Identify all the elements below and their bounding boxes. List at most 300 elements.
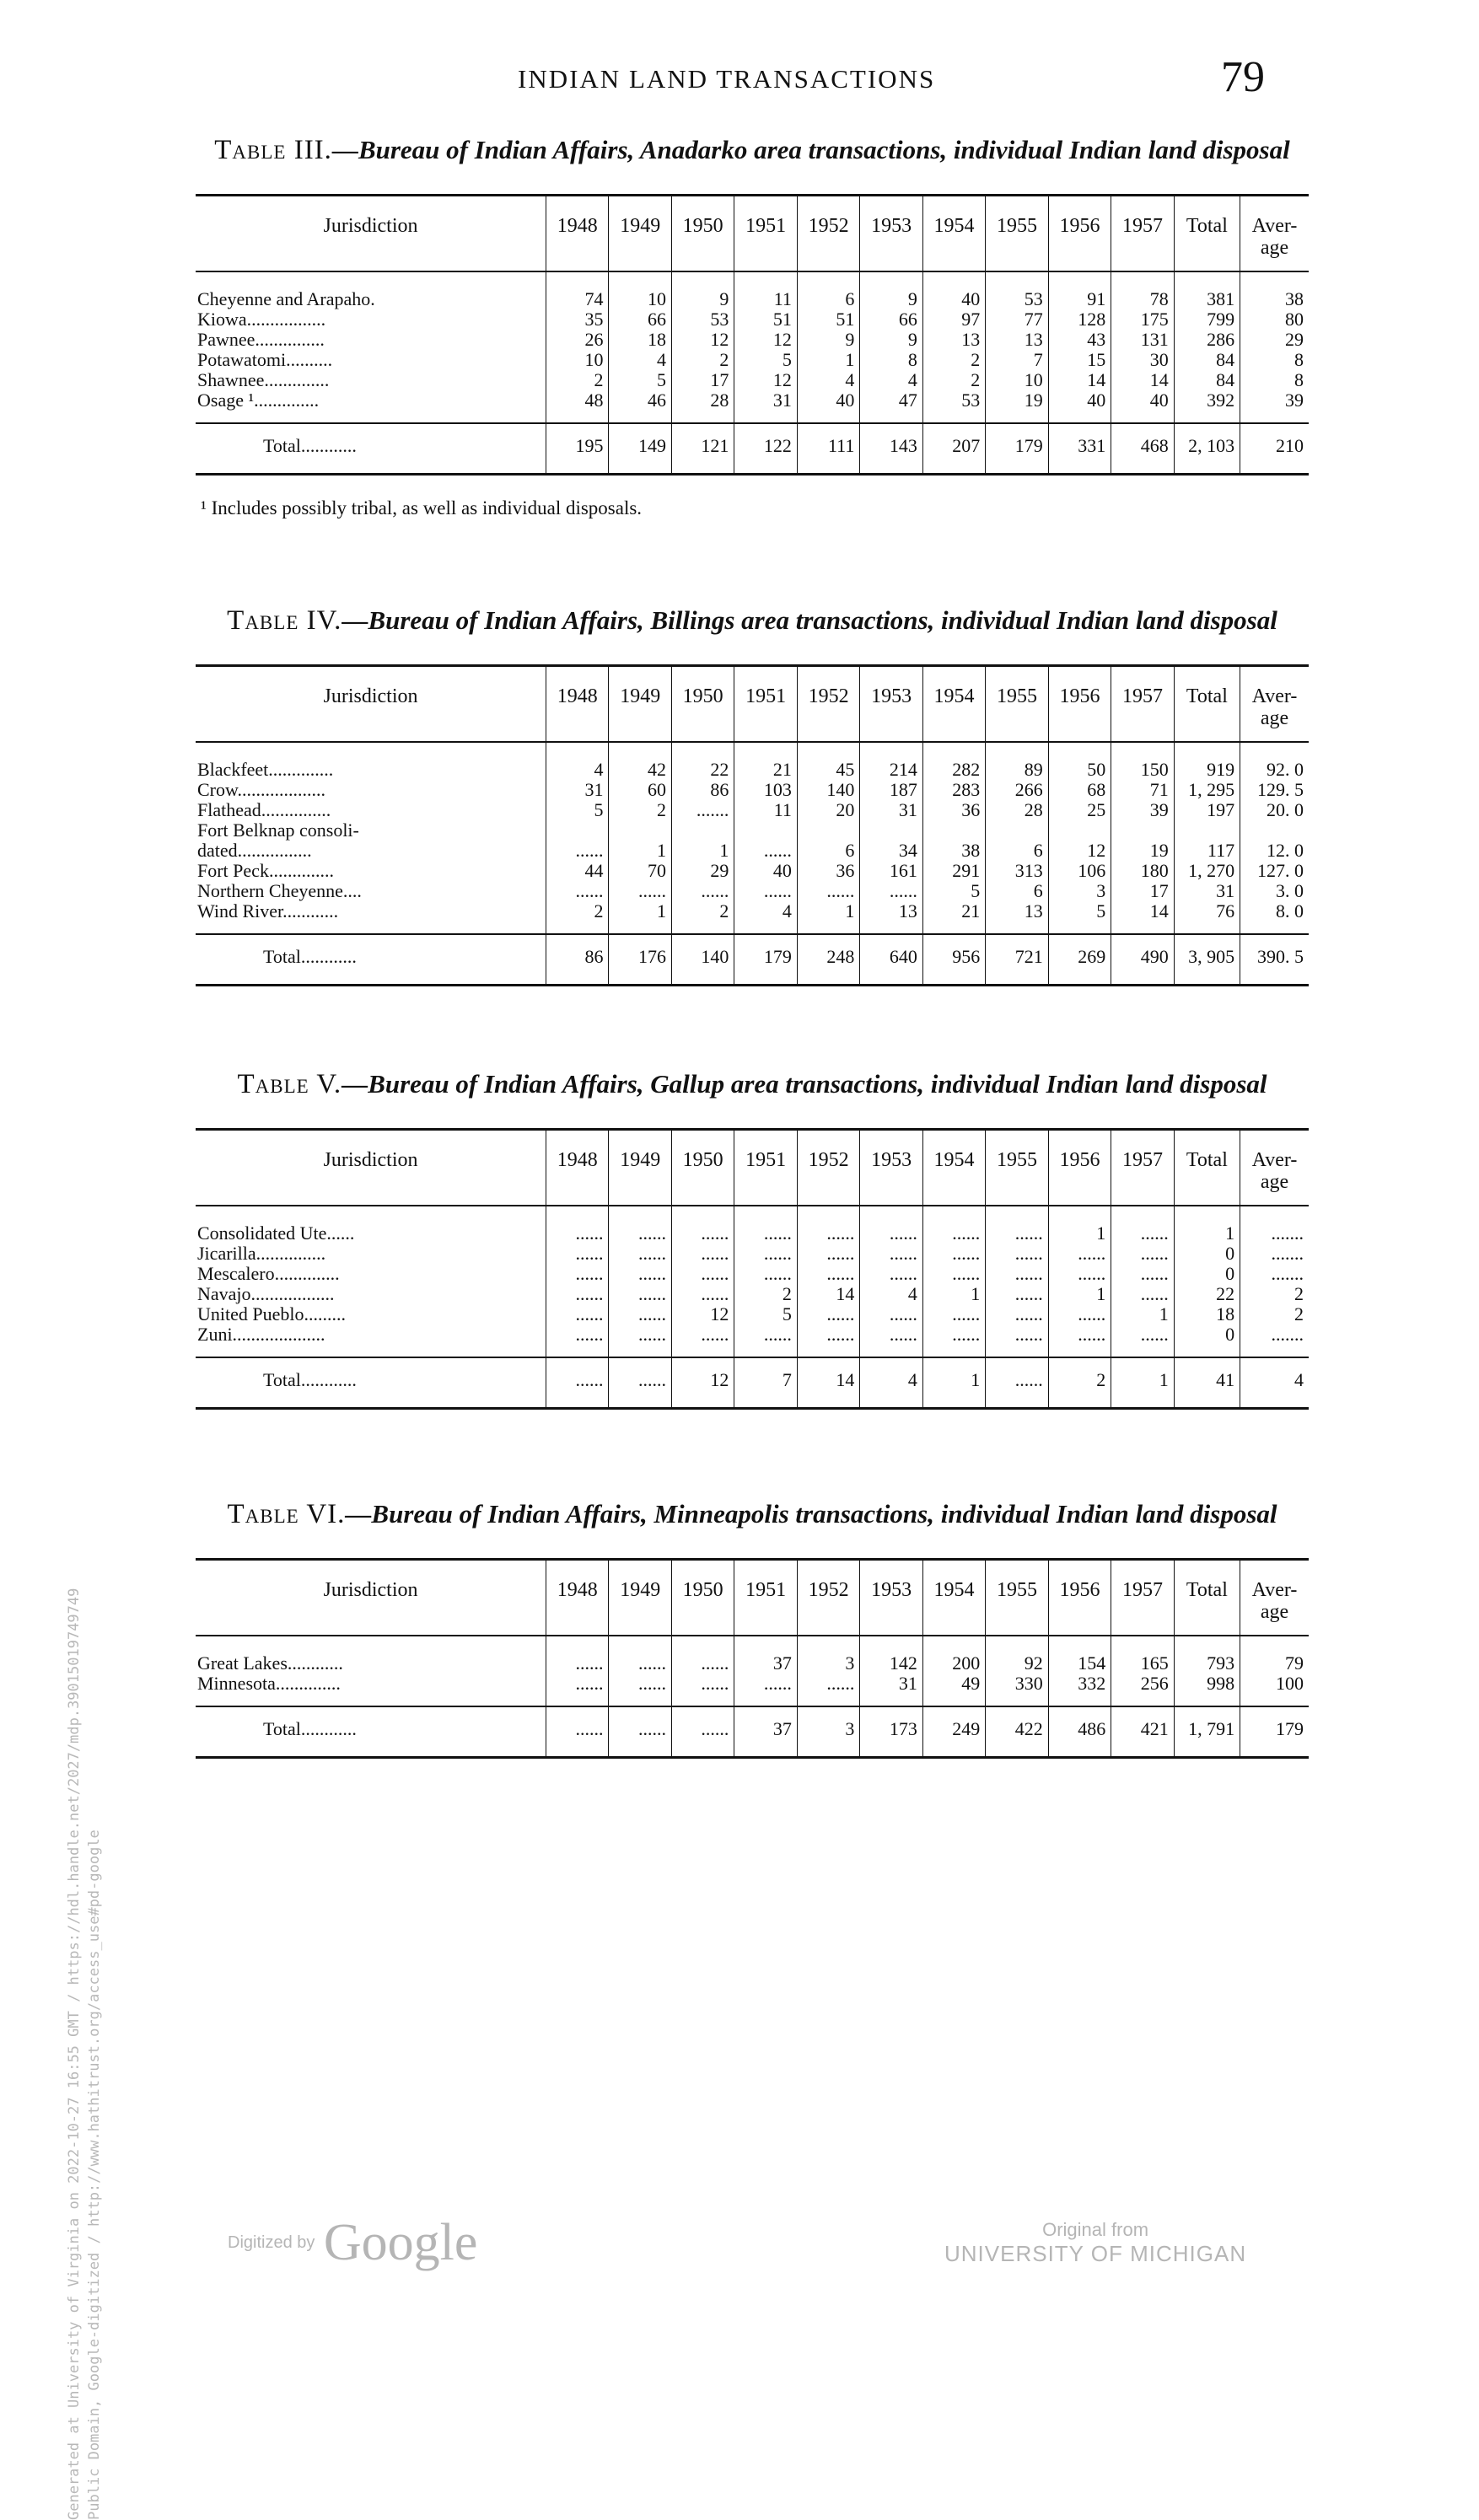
table-cell: 799 (1174, 309, 1240, 330)
table-cell: ...... (546, 1674, 609, 1706)
table-cell: 42 (609, 742, 671, 780)
row-label: Wind River............ (197, 900, 339, 921)
table-cell: 45 (797, 742, 859, 780)
total-cell: 207 (922, 423, 985, 475)
table-cell: 175 (1111, 309, 1174, 330)
table-cell: 165 (1111, 1636, 1174, 1674)
total-cell: 249 (922, 1706, 985, 1758)
total-row (196, 1357, 1309, 1409)
table-cell: ...... (671, 1674, 734, 1706)
total-cell: 3 (797, 1706, 859, 1758)
header-row (196, 666, 1309, 743)
total-row (196, 423, 1309, 475)
total-cell: 956 (922, 934, 985, 986)
total-cell: 210 (1240, 423, 1309, 475)
table-row (196, 1284, 1309, 1304)
total-cell: ...... (546, 1706, 609, 1758)
table-cell: ...... (1111, 1244, 1174, 1264)
column-header: 1957 (1111, 196, 1174, 272)
provenance-line-2: Public Domain, Google-digitized / http://www.hathitrust.org/access_use#pd-google (86, 1830, 103, 2520)
table-cell: 2 (546, 370, 609, 390)
provenance-stamp (64, 1340, 105, 2520)
table-cell: 2 (1240, 1284, 1309, 1304)
table-cell: 30 (1111, 350, 1174, 370)
table-cell: ....... (671, 800, 734, 820)
table-cell: 117 (1174, 841, 1240, 861)
total-cell: 143 (860, 423, 922, 475)
table-cell: 266 (986, 780, 1048, 800)
table-caption (196, 1499, 1309, 1529)
table-cell: 17 (1111, 881, 1174, 901)
table-cell: 17 (671, 370, 734, 390)
table-cell: ...... (734, 841, 797, 861)
table-cell: ...... (609, 1244, 671, 1264)
row-label: Cheyenne and Arapaho. (197, 288, 375, 309)
total-cell: 3, 905 (1174, 934, 1240, 986)
original-from-text: Original from (1042, 2219, 1149, 2240)
table-cell: ...... (1111, 1324, 1174, 1357)
table-cell: 5 (734, 350, 797, 370)
table-cell (1240, 820, 1309, 841)
column-header: 1951 (734, 1130, 797, 1206)
table-cell: 22 (671, 742, 734, 780)
table-cell: 2 (922, 350, 985, 370)
column-header: 1950 (671, 666, 734, 743)
table-cell: ...... (609, 1636, 671, 1674)
table-cell: 131 (1111, 330, 1174, 350)
table-cell: ...... (546, 1636, 609, 1674)
row-label: Kiowa................. (197, 309, 326, 330)
column-header: 1950 (671, 1130, 734, 1206)
table-cell: ...... (734, 1264, 797, 1284)
table-cell: 330 (986, 1674, 1048, 1706)
table-cell: ...... (609, 1264, 671, 1284)
table-cell: ...... (546, 881, 609, 901)
table-cell: 46 (609, 390, 671, 423)
table-cell: ...... (986, 1206, 1048, 1244)
table-cell: 12 (734, 330, 797, 350)
data-table (196, 664, 1309, 986)
table-cell: 80 (1240, 309, 1309, 330)
total-cell: 640 (860, 934, 922, 986)
total-row (196, 934, 1309, 986)
column-header: 1952 (797, 196, 859, 272)
table-cell: ....... (1240, 1324, 1309, 1357)
table-cell: 161 (860, 861, 922, 881)
table-row (196, 1206, 1309, 1244)
table-cell: 25 (1048, 800, 1111, 820)
table-cell (546, 820, 609, 841)
total-cell: 149 (609, 423, 671, 475)
column-header: 1956 (1048, 1560, 1111, 1636)
table-cell: 9 (671, 271, 734, 309)
table-cell: 140 (797, 780, 859, 800)
total-label: Total............ (196, 423, 546, 475)
column-header: 1955 (986, 666, 1048, 743)
table-cell: 53 (986, 271, 1048, 309)
column-header: 1952 (797, 1560, 859, 1636)
table-cell: 128 (1048, 309, 1111, 330)
table-cell: 91 (1048, 271, 1111, 309)
column-header: Jurisdiction (196, 666, 546, 743)
table-caption (196, 135, 1309, 165)
table-cell: 53 (922, 390, 985, 423)
table-cell: 919 (1174, 742, 1240, 780)
table-row (196, 1636, 1309, 1674)
table-cell: 92. 0 (1240, 742, 1309, 780)
table-cell: ...... (986, 1304, 1048, 1324)
row-label: Pawnee............... (197, 329, 325, 350)
table-cell: 392 (1174, 390, 1240, 423)
table-row (196, 901, 1309, 934)
table-cell: 4 (609, 350, 671, 370)
table-cell: 7 (986, 350, 1048, 370)
table-cell: ....... (1240, 1244, 1309, 1264)
table-cell: 2 (671, 901, 734, 934)
total-cell: ...... (986, 1357, 1048, 1409)
table-cell: 21 (734, 742, 797, 780)
table-cell: 14 (1111, 370, 1174, 390)
total-cell: 1 (1111, 1357, 1174, 1409)
total-cell: 7 (734, 1357, 797, 1409)
table-cell: ...... (1111, 1206, 1174, 1244)
total-cell: ...... (671, 1706, 734, 1758)
table-cell: 40 (797, 390, 859, 423)
data-table (196, 1558, 1309, 1759)
column-header: 1951 (734, 1560, 797, 1636)
column-header: 1952 (797, 1130, 859, 1206)
table-cell: ...... (860, 1324, 922, 1357)
table-cell: 36 (922, 800, 985, 820)
table-cell: 3 (797, 1636, 859, 1674)
column-header: Aver- age (1240, 1560, 1309, 1636)
table-cell: 5 (609, 370, 671, 390)
total-cell: 195 (546, 423, 609, 475)
column-header: 1954 (922, 196, 985, 272)
table-cell: 22 (1174, 1284, 1240, 1304)
column-header: 1953 (860, 1560, 922, 1636)
table-v (196, 1069, 1309, 1410)
column-header: 1948 (546, 196, 609, 272)
column-header: 1948 (546, 1560, 609, 1636)
table-cell: 79 (1240, 1636, 1309, 1674)
table-cell: 4 (734, 901, 797, 934)
table-cell: ...... (546, 1324, 609, 1357)
total-cell: 12 (671, 1357, 734, 1409)
column-header: 1949 (609, 196, 671, 272)
table-cell: ...... (922, 1324, 985, 1357)
total-label: Total............ (196, 934, 546, 986)
table-cell: 9 (860, 330, 922, 350)
table-cell: 127. 0 (1240, 861, 1309, 881)
table-cell: 1 (922, 1284, 985, 1304)
table-cell: ...... (609, 1674, 671, 1706)
table-cell: 793 (1174, 1636, 1240, 1674)
table-cell (671, 820, 734, 841)
digitized-by-text: Digitized by (228, 2233, 315, 2252)
total-cell: 248 (797, 934, 859, 986)
table-cell: 6 (986, 841, 1048, 861)
table-cell: 332 (1048, 1674, 1111, 1706)
table-cell: 282 (922, 742, 985, 780)
column-header: 1949 (609, 666, 671, 743)
table-cell: 66 (609, 309, 671, 330)
table-cell: 4 (860, 1284, 922, 1304)
total-cell: 173 (860, 1706, 922, 1758)
table-cell: 0 (1174, 1264, 1240, 1284)
table-cell: 31 (734, 390, 797, 423)
table-label: Table VI. (227, 1499, 346, 1529)
row-label: Mescalero.............. (197, 1263, 340, 1284)
total-cell: 121 (671, 423, 734, 475)
table-cell: 34 (860, 841, 922, 861)
table-cell: 8 (1240, 350, 1309, 370)
table-iii (196, 135, 1309, 519)
table-cell: 68 (1048, 780, 1111, 800)
total-cell: 2 (1048, 1357, 1111, 1409)
table-cell: ...... (671, 1324, 734, 1357)
table-cell: 10 (546, 350, 609, 370)
total-cell: 111 (797, 423, 859, 475)
column-header: Jurisdiction (196, 1130, 546, 1206)
table-cell: 97 (922, 309, 985, 330)
total-cell: 41 (1174, 1357, 1240, 1409)
table-cell: 313 (986, 861, 1048, 881)
table-cell: 286 (1174, 330, 1240, 350)
column-header: 1949 (609, 1130, 671, 1206)
table-cell (1048, 820, 1111, 841)
table-cell: 4 (546, 742, 609, 780)
column-header: Total (1174, 1560, 1240, 1636)
table-cell: 1 (797, 350, 859, 370)
table-cell: 1 (609, 841, 671, 861)
column-header: Aver- age (1240, 1130, 1309, 1206)
total-cell: 490 (1111, 934, 1174, 986)
provenance-line-1: Generated at University of Virginia on 2022-10-27 16:55 GMT / https://hdl.handle.net/2027/mdp.39015019749749 (66, 1588, 83, 2520)
table-cell: 1 (1048, 1206, 1111, 1244)
table-label: Table V. (237, 1069, 342, 1099)
row-label: Fort Belknap consoli- (197, 819, 359, 841)
table-cell: 29 (671, 861, 734, 881)
table-cell: 19 (986, 390, 1048, 423)
table-cell: 2 (609, 800, 671, 820)
total-cell: 140 (671, 934, 734, 986)
table-cell: ...... (671, 1284, 734, 1304)
column-header: 1953 (860, 1130, 922, 1206)
table-cell: 291 (922, 861, 985, 881)
table-row (196, 800, 1309, 820)
table-cell: ...... (1111, 1264, 1174, 1284)
column-header: 1957 (1111, 666, 1174, 743)
table-cell: 28 (986, 800, 1048, 820)
total-cell: 37 (734, 1706, 797, 1758)
table-description: —Bureau of Indian Affairs, Anadarko area transactions, individual Indian land disposal (331, 135, 1290, 164)
table-cell: 12 (734, 370, 797, 390)
table-iv (196, 605, 1309, 986)
column-header: 1955 (986, 1130, 1048, 1206)
table-cell: 103 (734, 780, 797, 800)
table-cell: ...... (546, 1244, 609, 1264)
table-cell: 4 (797, 370, 859, 390)
row-label: Shawnee.............. (197, 369, 330, 390)
table-cell (860, 820, 922, 841)
total-cell: 179 (1240, 1706, 1309, 1758)
table-row (196, 1244, 1309, 1264)
table-cell: ...... (1048, 1324, 1111, 1357)
table-cell: 60 (609, 780, 671, 800)
column-header: 1948 (546, 1130, 609, 1206)
row-label: United Pueblo......... (197, 1303, 346, 1324)
table-cell: 1, 270 (1174, 861, 1240, 881)
table-cell: 3. 0 (1240, 881, 1309, 901)
table-cell: ...... (546, 1304, 609, 1324)
table-cell: ...... (922, 1244, 985, 1264)
total-cell: 390. 5 (1240, 934, 1309, 986)
total-cell: ...... (609, 1357, 671, 1409)
column-header: 1956 (1048, 1130, 1111, 1206)
table-cell: 8 (1240, 370, 1309, 390)
table-cell: 78 (1111, 271, 1174, 309)
page-number: 79 (1221, 53, 1265, 101)
table-cell: 13 (986, 330, 1048, 350)
table-footnote: ¹ Includes possibly tribal, as well as individual disposals. (201, 497, 643, 519)
table-cell: 38 (1240, 271, 1309, 309)
table-cell: ...... (609, 1284, 671, 1304)
table-cell: 1 (1048, 1284, 1111, 1304)
row-label: Fort Peck.............. (197, 860, 334, 881)
table-row (196, 1324, 1309, 1357)
table-cell: 28 (671, 390, 734, 423)
table-row (196, 1264, 1309, 1284)
data-table (196, 1128, 1309, 1410)
table-cell: 10 (609, 271, 671, 309)
running-head (0, 53, 1479, 116)
table-cell: ...... (671, 1244, 734, 1264)
table-cell: 53 (671, 309, 734, 330)
table-cell: 39 (1240, 390, 1309, 423)
table-cell: ....... (1240, 1206, 1309, 1244)
table-cell: ...... (734, 1674, 797, 1706)
total-cell: 421 (1111, 1706, 1174, 1758)
table-cell: 1 (609, 901, 671, 934)
table-cell: 8. 0 (1240, 901, 1309, 934)
table-cell: ...... (1048, 1264, 1111, 1284)
total-cell: ...... (609, 1706, 671, 1758)
table-cell: ...... (860, 1264, 922, 1284)
table-cell: 150 (1111, 742, 1174, 780)
table-cell: ...... (609, 1304, 671, 1324)
table-cell: 76 (1174, 901, 1240, 934)
total-cell: 179 (986, 423, 1048, 475)
table-cell: 50 (1048, 742, 1111, 780)
table-cell: 5 (1048, 901, 1111, 934)
table-cell: 142 (860, 1636, 922, 1674)
table-cell: 11 (734, 271, 797, 309)
total-cell: 2, 103 (1174, 423, 1240, 475)
table-cell: 48 (546, 390, 609, 423)
column-header: 1956 (1048, 666, 1111, 743)
total-cell: 4 (860, 1357, 922, 1409)
table-cell: 70 (609, 861, 671, 881)
table-cell: 47 (860, 390, 922, 423)
table-cell: 19 (1111, 841, 1174, 861)
table-cell: ...... (797, 1304, 859, 1324)
table-cell: 14 (1048, 370, 1111, 390)
table-cell (797, 820, 859, 841)
table-cell: 86 (671, 780, 734, 800)
header-row (196, 196, 1309, 272)
table-cell: 5 (734, 1304, 797, 1324)
table-cell: 381 (1174, 271, 1240, 309)
column-header: 1950 (671, 1560, 734, 1636)
table-cell: ...... (986, 1324, 1048, 1357)
table-cell: 187 (860, 780, 922, 800)
table-cell: ...... (797, 1206, 859, 1244)
row-label: Navajo.................. (197, 1283, 335, 1304)
table-cell: 2 (671, 350, 734, 370)
table-cell: 0 (1174, 1244, 1240, 1264)
table-cell: 40 (1048, 390, 1111, 423)
table-cell: 31 (1174, 881, 1240, 901)
table-cell: 10 (986, 370, 1048, 390)
table-cell: ...... (797, 1264, 859, 1284)
table-cell: 12 (1048, 841, 1111, 861)
table-caption (196, 1069, 1309, 1099)
table-cell: ...... (860, 1304, 922, 1324)
total-cell: 86 (546, 934, 609, 986)
table-cell (922, 820, 985, 841)
table-cell: ...... (671, 1636, 734, 1674)
table-cell: ...... (609, 881, 671, 901)
table-row (196, 742, 1309, 780)
table-cell: ...... (922, 1206, 985, 1244)
table-cell: ...... (860, 1244, 922, 1264)
column-header: Jurisdiction (196, 196, 546, 272)
row-label: Potawatomi.......... (197, 349, 333, 370)
row-label: Crow................... (197, 779, 325, 800)
row-label: Zuni.................... (197, 1324, 325, 1345)
table-row (196, 780, 1309, 800)
table-row (196, 390, 1309, 423)
table-row (196, 271, 1309, 309)
header-row (196, 1560, 1309, 1636)
table-row (196, 370, 1309, 390)
table-cell: ...... (922, 1304, 985, 1324)
table-cell (734, 820, 797, 841)
table-cell: ...... (734, 1324, 797, 1357)
table-cell: 51 (734, 309, 797, 330)
table-cell: 29 (1240, 330, 1309, 350)
table-cell: ...... (860, 881, 922, 901)
table-cell (1111, 820, 1174, 841)
table-cell: ...... (609, 1206, 671, 1244)
table-cell: 2 (922, 370, 985, 390)
total-cell: 122 (734, 423, 797, 475)
header-row (196, 1130, 1309, 1206)
data-table (196, 194, 1309, 476)
table-vi (196, 1499, 1309, 1759)
column-header: Total (1174, 196, 1240, 272)
table-cell: 40 (922, 271, 985, 309)
total-cell: 179 (734, 934, 797, 986)
table-cell: 1 (797, 901, 859, 934)
table-cell: 1 (671, 841, 734, 861)
table-cell: 1 (1111, 1304, 1174, 1324)
total-row (196, 1706, 1309, 1758)
table-cell: 154 (1048, 1636, 1111, 1674)
table-cell: 100 (1240, 1674, 1309, 1706)
table-cell: 13 (860, 901, 922, 934)
